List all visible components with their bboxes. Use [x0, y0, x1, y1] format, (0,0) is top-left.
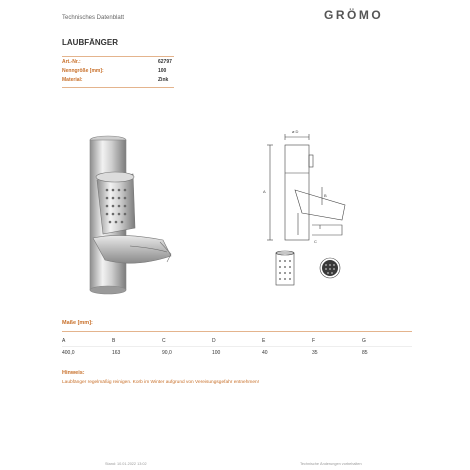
product-photo — [75, 120, 185, 300]
note-title: Hinweis: — [62, 370, 85, 376]
spec-divider-top — [62, 56, 174, 57]
dimension-label-bottom: C — [314, 239, 317, 244]
dimension-value: 400,0 — [62, 350, 75, 356]
gromo-logo: GRÖMO — [324, 8, 384, 22]
dimensions-divider-mid — [62, 346, 412, 347]
spec-row-material — [62, 76, 172, 85]
dimensions-header-row — [62, 338, 412, 344]
spec-row-article — [62, 58, 172, 67]
dimension-value: 90,0 — [162, 350, 172, 356]
spec-row-size — [62, 67, 172, 76]
dimension-header: D — [212, 338, 216, 344]
dimension-header: B — [112, 338, 116, 344]
document-type-label: Technisches Datenblatt — [62, 15, 125, 21]
dimensions-value-row — [62, 350, 412, 356]
dimensions-divider-top — [62, 331, 412, 332]
dimension-header: C — [162, 338, 166, 344]
dimension-value: 40 — [262, 350, 268, 356]
dimension-header: F — [312, 338, 316, 344]
dimension-header: A — [62, 338, 66, 344]
spec-divider-bottom — [62, 87, 174, 88]
spec-label: Nenngröße [mm]: — [62, 68, 104, 74]
footer-disclaimer: Technische Änderungen vorbehalten — [300, 462, 362, 466]
dimensions-title: Maße [mm]: — [62, 320, 93, 326]
dimension-header: G — [362, 338, 366, 344]
spec-label: Material: — [62, 77, 83, 83]
dimension-label-left: A — [263, 189, 266, 194]
product-title: LAUBFÄNGER — [62, 38, 118, 47]
spec-table — [62, 58, 172, 85]
spec-label: Art.-Nr.: — [62, 59, 81, 65]
spec-value: 100 — [158, 68, 167, 74]
spec-value: Zink — [158, 77, 169, 83]
technical-drawing — [250, 125, 360, 295]
dimension-value: 163 — [112, 350, 121, 356]
note-text: Laubfänger regelmäßig reinigen. Korb im Winter aufgrund von Vereisungsgefahr entnehmen! — [62, 380, 260, 385]
dimension-value: 35 — [312, 350, 318, 356]
dimension-value: 85 — [362, 350, 368, 356]
dimension-label-side: B — [324, 193, 327, 198]
spec-value: 62797 — [158, 59, 172, 65]
dimension-header: E — [262, 338, 266, 344]
dimension-label-top: ø D — [292, 129, 299, 134]
footer-date: Stand: 10.01.2022 13:02 — [105, 462, 147, 466]
dimension-value: 100 — [212, 350, 221, 356]
